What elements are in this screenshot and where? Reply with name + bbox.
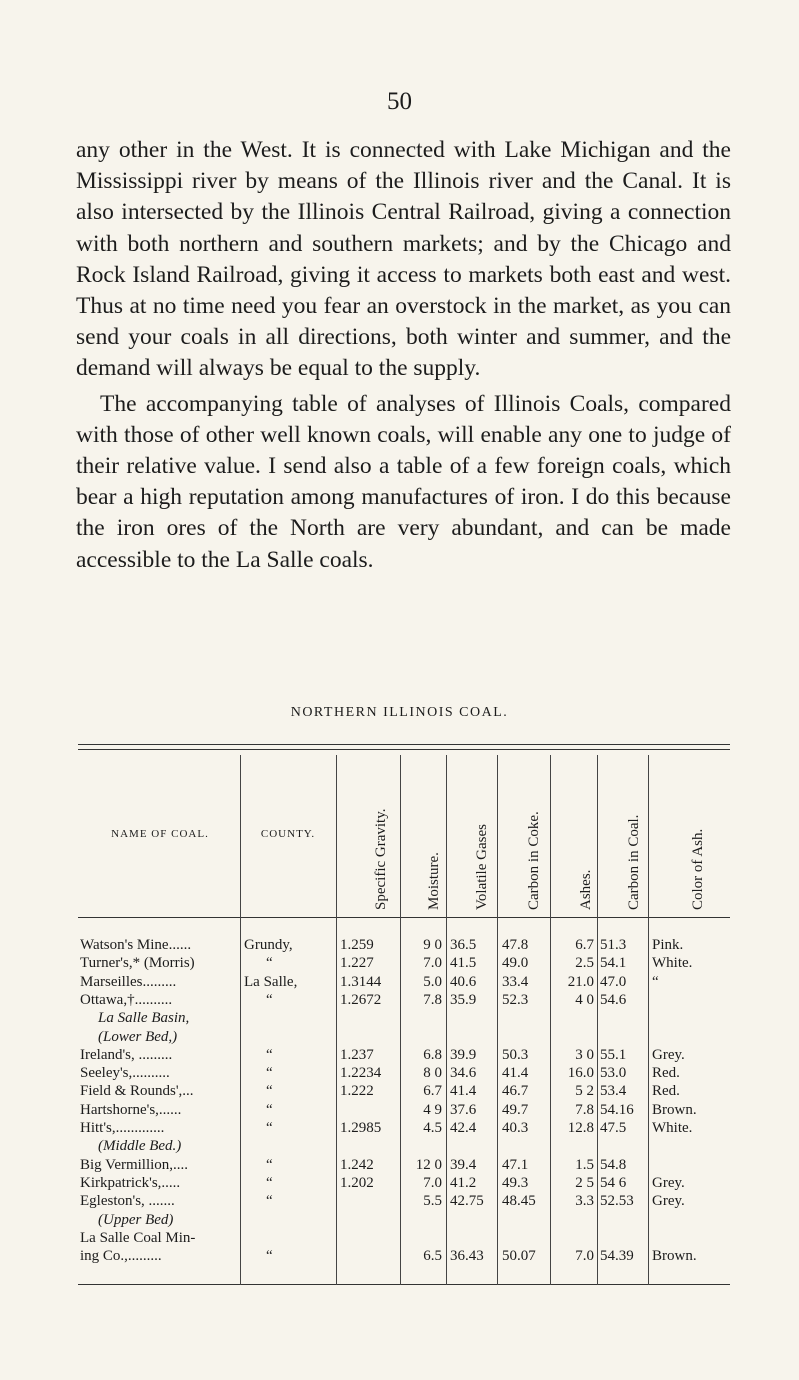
cell-moist: 6.7 <box>423 1083 442 1100</box>
table-top-rule <box>78 749 730 750</box>
cell-moist: 7.0 <box>423 1174 442 1191</box>
cell-sg: 1.227 <box>340 955 374 972</box>
column-divider <box>550 755 551 1285</box>
cell-coke: 48.45 <box>502 1193 536 1210</box>
cell-ash: 7.8 <box>575 1101 594 1118</box>
cell-name: Egleston's, ....... <box>80 1193 175 1210</box>
cell-name: La Salle Coal Min- <box>80 1229 196 1246</box>
cell-coal: 52.53 <box>600 1193 634 1210</box>
cell-moist: 4.5 <box>423 1120 442 1136</box>
cell-name: (Lower Bed,) <box>98 1028 178 1045</box>
paragraph: The accompanying table of analyses of Illinois Coals, compared with those of other well known coals, will enable any one to judge of their relative value. I send also a table of a few foreign coals, which bear a high reputation among manufactures of iron. I do this because the iron ores of the North are very abundant, and can be made accessible to the La Salle coals. <box>76 390 731 573</box>
cell-sg: 1.2985 <box>340 1120 382 1136</box>
cell-vol: 35.9 <box>450 991 477 1008</box>
cell-coke: 33.4 <box>502 973 529 990</box>
table-top-rule <box>78 744 730 745</box>
cell-ash: 12.8 <box>567 1120 594 1136</box>
header-carbon-in-coal: Carbon in Coal. <box>626 814 642 910</box>
cell-coke: 49.0 <box>502 955 529 972</box>
cell-county: “ <box>266 1248 273 1265</box>
cell-coal: 53.4 <box>600 1083 627 1100</box>
cell-vol: 36.43 <box>450 1248 484 1265</box>
header-moisture: Moisture. <box>426 852 442 910</box>
cell-vol: 41.5 <box>450 955 477 972</box>
cell-county: La Salle, <box>244 973 298 990</box>
cell-color: Grey. <box>652 1193 685 1210</box>
cell-name: (Middle Bed.) <box>98 1138 182 1155</box>
cell-color: Brown. <box>652 1101 697 1118</box>
cell-county: “ <box>266 1174 273 1191</box>
cell-name: Watson's Mine...... <box>80 937 192 953</box>
cell-color: “ <box>652 973 659 990</box>
cell-name: Marseilles......... <box>80 973 177 990</box>
cell-sg: 1.259 <box>340 937 374 953</box>
header-carbon-in-coke: Carbon in Coke. <box>526 811 542 910</box>
cell-vol: 36.5 <box>450 937 477 953</box>
cell-coal: 54.16 <box>600 1101 634 1118</box>
cell-coal: 54.6 <box>600 991 627 1008</box>
cell-vol: 34.6 <box>450 1065 477 1082</box>
cell-county: “ <box>266 1156 273 1173</box>
cell-moist: 12 0 <box>415 1156 442 1173</box>
cell-name: Turner's,* (Morris) <box>80 955 195 972</box>
cell-color: Grey. <box>652 1046 685 1063</box>
cell-moist: 9 0 <box>423 937 442 953</box>
cell-sg: 1.2672 <box>340 991 382 1008</box>
cell-moist: 7.8 <box>423 991 442 1008</box>
cell-coke: 47.8 <box>502 937 529 953</box>
cell-county: “ <box>266 1193 273 1210</box>
cell-coke: 46.7 <box>502 1083 529 1100</box>
cell-coal: 55.1 <box>600 1046 627 1063</box>
cell-ash: 6.7 <box>575 937 594 953</box>
header-rule <box>78 917 730 918</box>
cell-coal: 51.3 <box>600 937 627 953</box>
header-color-of-ash: Color of Ash. <box>690 828 706 910</box>
cell-ash: 2 5 <box>575 1174 594 1191</box>
cell-ash: 4 0 <box>575 991 594 1008</box>
cell-coal: 53.0 <box>600 1065 627 1082</box>
column-divider <box>648 755 649 1285</box>
header-specific-gravity: Specific Gravity. <box>373 808 389 910</box>
cell-sg: 1.242 <box>340 1156 374 1173</box>
header-ashes: Ashes. <box>578 869 594 910</box>
cell-vol: 37.6 <box>450 1101 477 1118</box>
cell-coal: 54.1 <box>600 955 627 972</box>
cell-sg: 1.237 <box>340 1046 374 1063</box>
cell-name: Hartshorne's,...... <box>80 1101 182 1118</box>
cell-coal: 54.39 <box>600 1248 634 1265</box>
cell-county: “ <box>266 1101 273 1118</box>
cell-ash: 21.0 <box>567 973 594 990</box>
cell-name: Ireland's, ......... <box>80 1046 173 1063</box>
cell-coke: 47.1 <box>502 1156 529 1173</box>
cell-moist: 6.5 <box>423 1248 442 1265</box>
cell-coke: 41.4 <box>502 1065 529 1082</box>
cell-coal: 47.5 <box>600 1120 627 1136</box>
cell-coke: 49.3 <box>502 1174 529 1191</box>
cell-vol: 41.2 <box>450 1174 477 1191</box>
cell-name: Seeley's,.......... <box>80 1065 170 1082</box>
cell-color: Grey. <box>652 1174 685 1191</box>
cell-moist: 5.0 <box>423 973 442 990</box>
cell-name: Kirkpatrick's,..... <box>80 1174 181 1191</box>
cell-moist: 6.8 <box>423 1046 442 1063</box>
cell-color: Red. <box>652 1065 680 1082</box>
cell-county: “ <box>266 991 273 1008</box>
cell-color: Red. <box>652 1083 680 1100</box>
cell-county: “ <box>266 1065 273 1082</box>
cell-ash: 2.5 <box>575 955 594 972</box>
cell-vol: 39.4 <box>450 1156 477 1173</box>
cell-county: Grundy, <box>244 937 293 953</box>
column-divider <box>446 755 447 1285</box>
cell-color: White. <box>652 1120 693 1136</box>
cell-name: ing Co.,......... <box>80 1248 162 1265</box>
cell-sg: 1.202 <box>340 1174 374 1191</box>
cell-county: “ <box>266 955 273 972</box>
header-county: COUNTY. <box>260 828 316 840</box>
cell-vol: 42.4 <box>450 1120 477 1136</box>
cell-county: “ <box>266 1046 273 1063</box>
cell-ash: 7.0 <box>575 1248 594 1265</box>
cell-coke: 52.3 <box>502 991 529 1008</box>
cell-color: White. <box>652 955 693 972</box>
header-name-of-coal: NAME OF COAL. <box>111 828 209 840</box>
cell-name: Field & Rounds',... <box>80 1083 194 1100</box>
cell-county: “ <box>266 1083 273 1100</box>
table-bottom-rule <box>78 1284 730 1285</box>
cell-name: La Salle Basin, <box>98 1010 190 1027</box>
cell-coal: 54.8 <box>600 1156 627 1173</box>
cell-county: “ <box>266 1120 273 1136</box>
cell-moist: 8 0 <box>423 1065 442 1082</box>
cell-moist: 7.0 <box>423 955 442 972</box>
cell-name: Hitt's,............. <box>80 1120 165 1136</box>
column-divider <box>400 755 401 1285</box>
cell-coke: 50.07 <box>502 1248 536 1265</box>
cell-sg: 1.222 <box>340 1083 374 1100</box>
cell-ash: 16.0 <box>567 1065 594 1082</box>
cell-moist: 4 9 <box>423 1101 442 1118</box>
cell-ash: 5 2 <box>575 1083 594 1100</box>
page-number: 50 <box>387 88 412 115</box>
cell-ash: 3.3 <box>575 1193 594 1210</box>
cell-coal: 47.0 <box>600 973 627 990</box>
cell-sg: 1.2234 <box>340 1065 382 1082</box>
cell-ash: 1.5 <box>575 1156 594 1173</box>
cell-name: Big Vermillion,.... <box>80 1156 189 1173</box>
body-text <box>76 135 731 576</box>
cell-vol: 42.75 <box>450 1193 484 1210</box>
cell-moist: 5.5 <box>423 1193 442 1210</box>
cell-color: Brown. <box>652 1248 697 1265</box>
cell-vol: 40.6 <box>450 973 477 990</box>
cell-coal: 54 6 <box>600 1174 627 1191</box>
cell-coke: 50.3 <box>502 1046 529 1063</box>
table-title: NORTHERN ILLINOIS COAL. <box>290 705 509 720</box>
column-divider <box>597 755 598 1285</box>
column-divider <box>497 755 498 1285</box>
cell-vol: 41.4 <box>450 1083 477 1100</box>
cell-name: (Upper Bed) <box>98 1211 174 1228</box>
cell-color: Pink. <box>652 937 684 953</box>
paragraph: any other in the West. It is connected with Lake Michigan and the Mississippi river by means of the Illinois river and the Canal. It is also intersected by the Illinois Central Railroad, giving a connection with both northern and southern markets; and by the Chicago and Rock Island Railroad, giving it access to markets both east and west. Thus at no time need you fear an overstock in the market, as you can send your coals in all directions, both winter and summer, and the demand will always be equal to the supply. <box>76 137 731 382</box>
cell-vol: 39.9 <box>450 1046 477 1063</box>
header-volatile-gases: Volatile Gases <box>474 824 490 910</box>
cell-coke: 40.3 <box>502 1120 529 1136</box>
cell-ash: 3 0 <box>575 1046 594 1063</box>
cell-coke: 49.7 <box>502 1101 529 1118</box>
cell-name: Ottawa,†.......... <box>80 991 173 1008</box>
cell-sg: 1.3144 <box>340 973 382 990</box>
